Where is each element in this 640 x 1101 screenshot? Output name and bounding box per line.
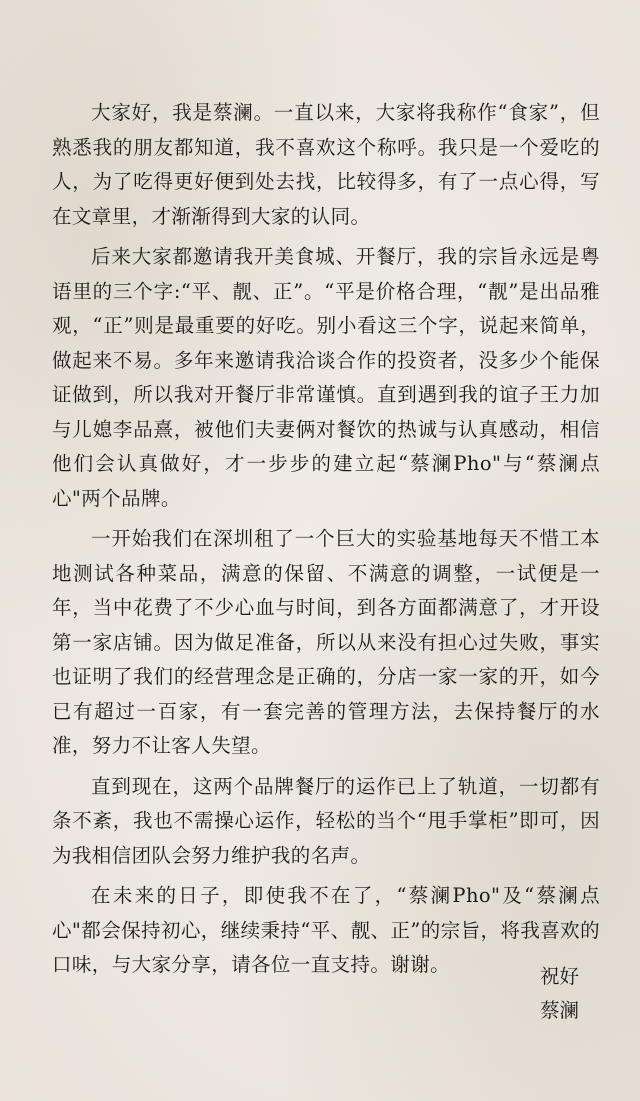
signature-text: 蔡澜 [540, 999, 580, 1022]
signoff [540, 960, 600, 1028]
paragraph-shenzhen: 一开始我们在深圳租了一个巨大的实验基地每天不惜工本地测试各种菜品，满意的保留、不满意的调整，一试便是一年，当中花费了不少心血与时间，到各方面都满意了，才开设第一家店铺。因为做足准备，所以从来没有担心过失败，事实也证明了我们的经营理念是正确的，分店一家一家的开，如今已有超过一百家，有一套完善的管理方法，去保持餐厅的水准，努力不让客人失望。 [52, 527, 600, 757]
paragraph-current: 直到现在，这两个品牌餐厅的运作已上了轨道，一切都有条不紊，我也不需操心运作，轻松的当个“甩手掌柜”即可，因为我相信团队会努力维护我的名声。 [52, 774, 600, 867]
paragraph-restaurants: 后来大家都邀请我开美食城、开餐厅，我的宗旨永远是粤语里的三个字:“平、靓、正”。“平是价格合理，“靓”是出品雅观，“正”则是最重要的好吃。别小看这三个字，说起来简单，做起来不易。多年来邀请我洽谈合作的投资者，没多少个能保证做到，所以我对开餐厅非常谨慎。直到遇到我的谊子王力加与儿媳李品熹，被他们夫妻俩对餐饮的热诚与认真感动，相信他们会认真做好，才一步步的建立起“蔡澜Pho"与“蔡澜点心"两个品牌。 [52, 245, 600, 510]
closing-text: 祝好 [540, 965, 580, 988]
paragraph-greeting: 大家好，我是蔡澜。一直以来，大家将我称作“食家”，但熟悉我的朋友都知道，我不喜欢这个称呼。我只是一个爱吃的人，为了吃得更好便到处去找，比较得多，有了一点心得，写在文章里，才渐渐得到大家的认同。 [52, 101, 600, 228]
letter-body [52, 96, 600, 983]
paragraph-future: 在未来的日子，即使我不在了，“蔡澜Pho"及“蔡澜点心"都会保持初心，继续秉持“平、靓、正”的宗旨，将我喜欢的口味，与大家分享，请各位一直支持。谢谢。 [52, 884, 600, 976]
